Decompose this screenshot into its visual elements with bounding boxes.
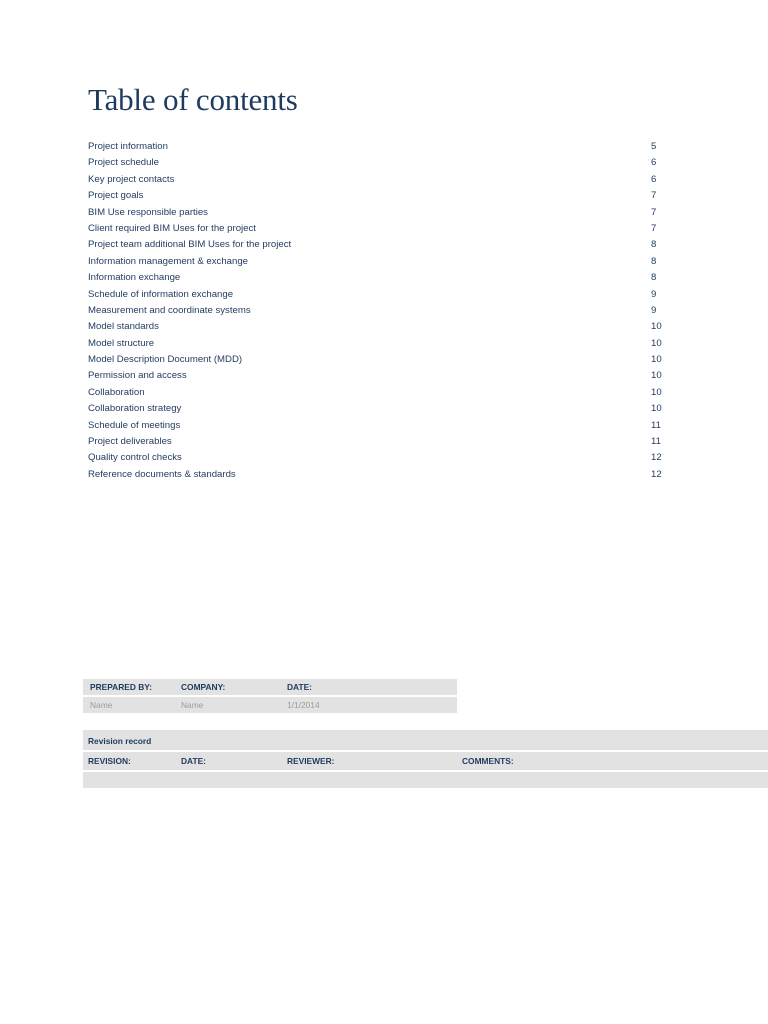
toc-entry-title: Project goals: [88, 190, 144, 202]
toc-entry-title: Model standards: [88, 321, 159, 333]
revision-record-table: [83, 730, 768, 788]
toc-entry[interactable]: [88, 368, 668, 384]
toc-entry-page: 7: [651, 190, 657, 202]
toc-entry-page: 7: [651, 206, 657, 218]
company-value[interactable]: Name: [181, 700, 204, 710]
prepared-by-header-row: [83, 679, 457, 695]
toc-entry-title: Information management & exchange: [88, 255, 248, 267]
toc-entry[interactable]: [88, 139, 668, 155]
toc-entry[interactable]: [88, 221, 668, 237]
toc-entry[interactable]: [88, 336, 668, 352]
date-value[interactable]: 1/1/2014: [287, 700, 320, 710]
toc-entry-page: 8: [651, 255, 657, 267]
toc-entry-title: Schedule of meetings: [88, 419, 181, 431]
toc-entry[interactable]: [88, 418, 668, 434]
reviewer-header: REVIEWER:: [287, 756, 335, 766]
toc-entry[interactable]: [88, 237, 668, 253]
toc-entry-page: 7: [651, 222, 657, 234]
toc-list: [88, 139, 668, 483]
toc-entry-title: BIM Use responsible parties: [88, 206, 208, 218]
toc-entry[interactable]: [88, 450, 668, 466]
toc-entry[interactable]: [88, 303, 668, 319]
toc-entry-page: 12: [651, 452, 662, 464]
toc-entry-page: 10: [651, 354, 662, 366]
toc-entry-page: 6: [651, 173, 657, 185]
revision-header: REVISION:: [88, 756, 131, 766]
toc-entry-title: Collaboration: [88, 386, 145, 398]
toc-entry-title: Information exchange: [88, 272, 181, 284]
toc-entry-title: Reference documents & standards: [88, 468, 236, 480]
toc-entry[interactable]: [88, 319, 668, 335]
toc-entry[interactable]: [88, 467, 668, 483]
toc-entry-title: Key project contacts: [88, 173, 175, 185]
toc-entry[interactable]: [88, 155, 668, 171]
prepared-by-table: [83, 679, 457, 713]
comments-header: COMMENTS:: [462, 756, 514, 766]
prepared-by-value[interactable]: Name: [90, 700, 113, 710]
toc-entry[interactable]: [88, 352, 668, 368]
toc-entry[interactable]: [88, 434, 668, 450]
toc-entry-page: 10: [651, 370, 662, 382]
revision-header-row: [83, 752, 768, 770]
toc-entry[interactable]: [88, 188, 668, 204]
toc-entry[interactable]: [88, 254, 668, 270]
toc-entry-title: Model Description Document (MDD): [88, 354, 243, 366]
toc-entry-page: 10: [651, 386, 662, 398]
toc-entry[interactable]: [88, 287, 668, 303]
toc-entry[interactable]: [88, 270, 668, 286]
toc-entry[interactable]: [88, 172, 668, 188]
toc-entry-page: 12: [651, 468, 662, 480]
prepared-by-value-row: [83, 697, 457, 713]
revision-empty-row[interactable]: [83, 772, 768, 788]
toc-entry-title: Project information: [88, 141, 168, 152]
toc-entry-title: Client required BIM Uses for the project: [88, 222, 256, 234]
toc-entry[interactable]: [88, 205, 668, 221]
toc-entry-page: 11: [651, 436, 661, 448]
prepared-by-header: PREPARED BY:: [90, 682, 153, 692]
toc-entry-title: Project deliverables: [88, 436, 172, 448]
revision-record-title: Revision record: [88, 736, 152, 746]
toc-entry-title: Project schedule: [88, 157, 159, 169]
toc-entry[interactable]: [88, 401, 668, 417]
toc-entry-title: Measurement and coordinate systems: [88, 304, 251, 316]
toc-entry-page: 8: [651, 239, 657, 251]
company-header: COMPANY:: [181, 682, 226, 692]
toc-entry[interactable]: [88, 385, 668, 401]
toc-entry-title: Quality control checks: [88, 452, 182, 464]
toc-entry-page: 9: [651, 304, 657, 316]
toc-entry-title: Collaboration strategy: [88, 403, 182, 415]
revision-record-title-row: [83, 730, 768, 750]
page-title: Table of contents: [88, 82, 298, 117]
toc-entry-page: 10: [651, 337, 662, 349]
toc-entry-page: 11: [651, 419, 661, 431]
revision-date-header: DATE:: [181, 756, 206, 766]
toc-entry-title: Model structure: [88, 337, 155, 349]
toc-entry-page: 10: [651, 403, 662, 415]
toc-entry-page: 10: [651, 321, 662, 333]
toc-entry-title: Permission and access: [88, 370, 187, 382]
toc-entry-page: 5: [651, 141, 657, 152]
toc-entry-page: 9: [651, 288, 657, 300]
toc-entry-title: Schedule of information exchange: [88, 288, 234, 300]
date-header: DATE:: [287, 682, 312, 692]
toc-entry-page: 6: [651, 157, 657, 169]
toc-entry-title: Project team additional BIM Uses for the project: [88, 239, 292, 251]
toc-entry-page: 8: [651, 272, 657, 284]
